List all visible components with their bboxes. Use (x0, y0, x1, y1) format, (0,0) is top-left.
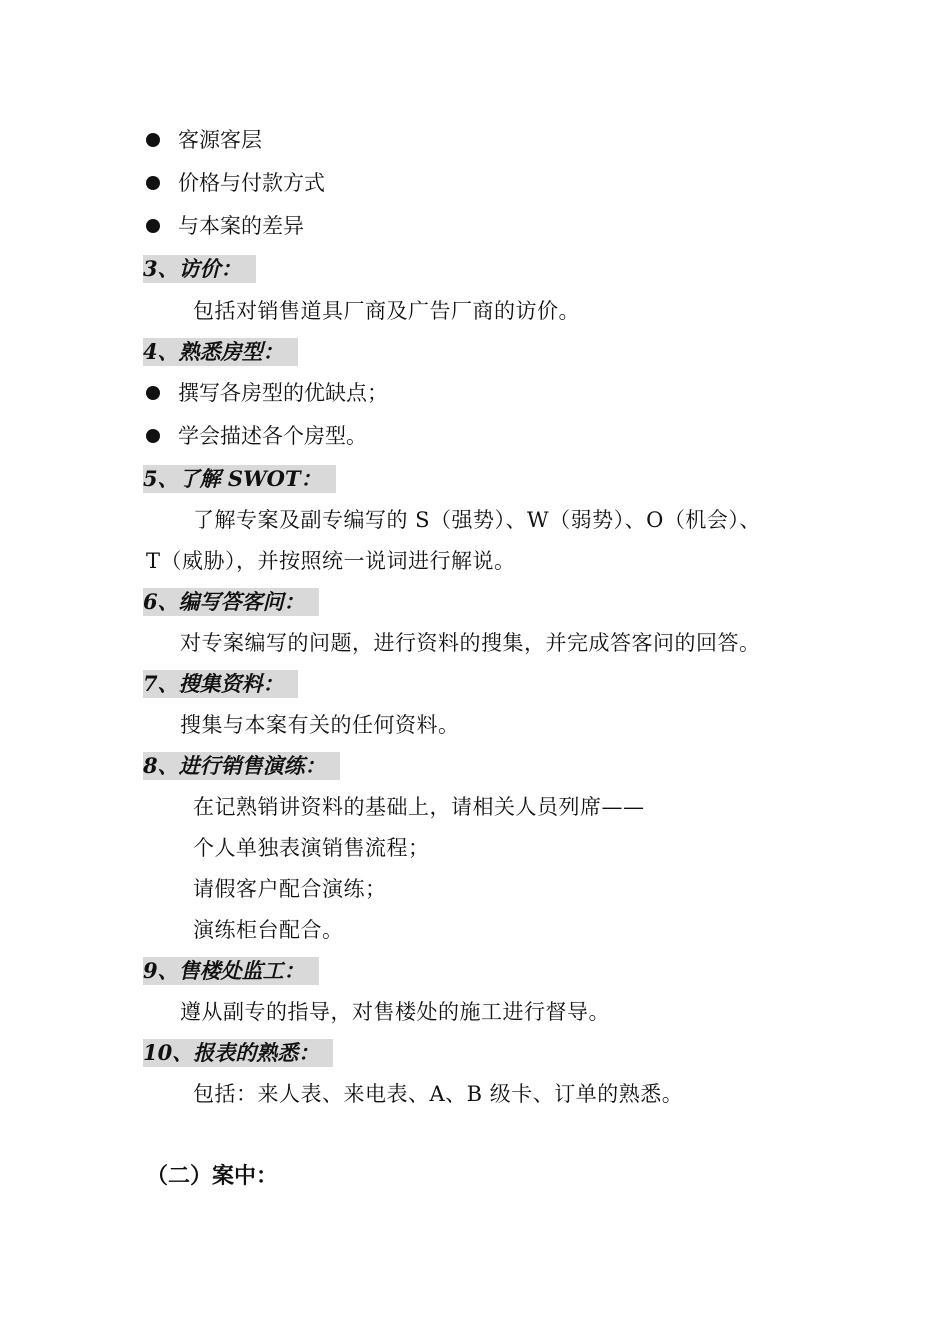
section-heading-3: 3、访价： (143, 255, 256, 283)
bullet-text: 撰写各房型的优缺点； (178, 381, 388, 405)
section-heading-5: 5、了解 SWOT： (143, 465, 336, 493)
bullet-dot-icon (146, 429, 160, 443)
section-heading-9: 9、售楼处监工： (143, 957, 319, 985)
bullet-dot-icon (146, 133, 160, 147)
bullet-text: 价格与付款方式 (178, 171, 325, 195)
paragraph-7: 搜集与本案有关的任何资料。 (180, 713, 460, 737)
paragraph-8-line-3: 请假客户配合演练； (193, 877, 387, 901)
paragraph-8-line-4: 演练柜台配合。 (193, 918, 344, 942)
section-heading-8: 8、进行销售演练： (143, 752, 340, 780)
section-heading-6: 6、编写答客问： (143, 588, 319, 616)
section-heading-7: 7、搜集资料： (143, 670, 298, 698)
section-heading-4: 4、熟悉房型： (143, 338, 298, 366)
section-title: （二）案中： (146, 1164, 279, 1189)
bullet-text: 与本案的差异 (178, 214, 304, 238)
bullet-dot-icon (146, 176, 160, 190)
bullet-text: 学会描述各个房型。 (178, 424, 367, 448)
paragraph-3: 包括对销售道具厂商及广告厂商的访价。 (193, 299, 580, 323)
bullet-dot-icon (146, 219, 160, 233)
paragraph-8-line-1: 在记熟销讲资料的基础上，请相关人员列席—— (193, 795, 645, 819)
paragraph-10: 包括：来人表、来电表、A、B 级卡、订单的熟悉。 (193, 1082, 684, 1106)
bullet-dot-icon (146, 386, 160, 400)
paragraph-5-line-1: 了解专案及副专编写的 S（强势）、W（弱势）、O（机会）、 (193, 508, 761, 532)
paragraph-5-line-2: T（威胁），并按照统一说词进行解说。 (146, 549, 516, 573)
paragraph-8-line-2: 个人单独表演销售流程； (193, 836, 430, 860)
paragraph-6: 对专案编写的问题，进行资料的搜集，并完成答客问的回答。 (180, 631, 761, 655)
section-heading-10: 10、报表的熟悉： (143, 1039, 333, 1067)
paragraph-9: 遵从副专的指导，对售楼处的施工进行督导。 (180, 1000, 610, 1024)
bullet-text: 客源客层 (178, 128, 262, 152)
